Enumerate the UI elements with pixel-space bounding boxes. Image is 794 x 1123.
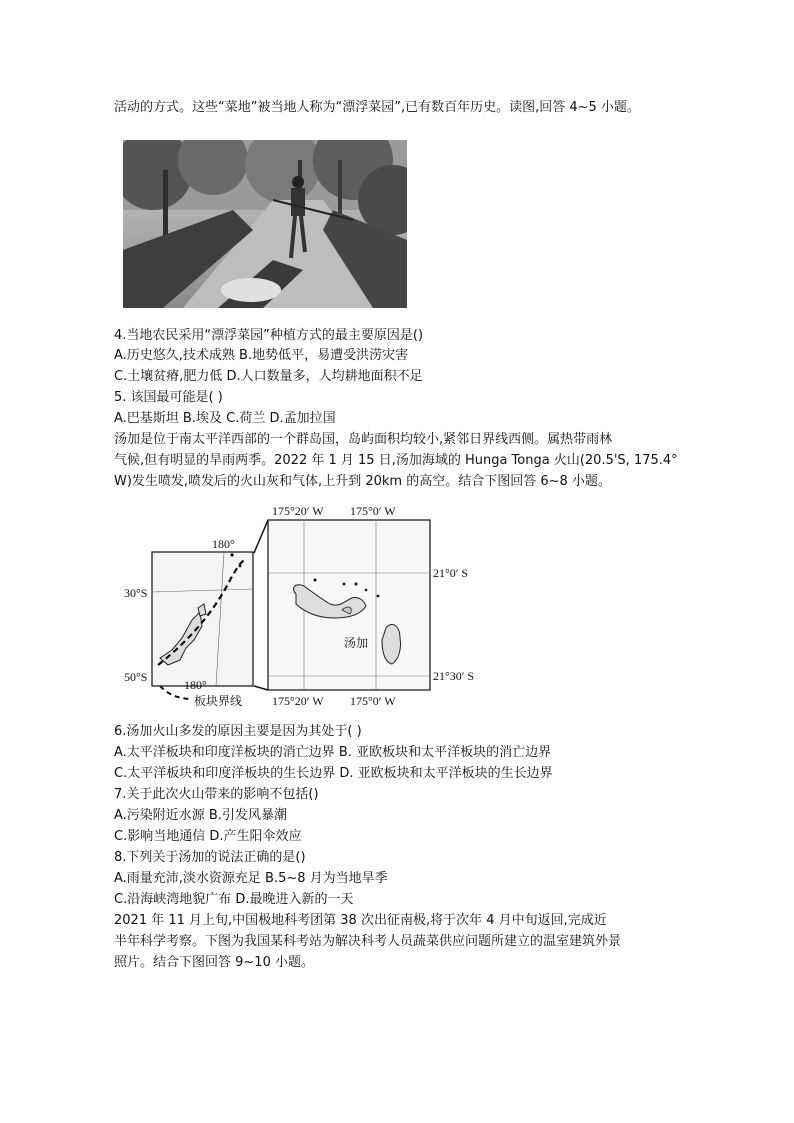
tonga-map-figure [120,500,500,715]
q6-stem: 6.汤加火山多发的原因主要是因为其处于( ) [114,724,362,739]
q6-options-ab: A.太平洋板块和印度洋板块的消亡边界 B. 亚欧板块和太平洋板块的消亡边界 [114,745,552,760]
right-map-bottom-lon-2: 175°0′ W [350,694,396,708]
tonga-intro-line1: 汤加是位于南太平洋西部的一个群岛国，岛屿面积均较小,紧邻日界线西侧。属热带雨林 [114,432,613,447]
q5-stem: 5. 该国最可能是( ) [114,390,223,405]
q8-options-ab: A.雨量充沛,淡水资源充足 B.5~8 月为当地旱季 [114,871,388,886]
plate-boundary-legend: 板块界线 [194,694,243,708]
tonga-intro-line2: 气候,但有明显的旱雨两季。2022 年 1 月 15 日,汤加海域的 Hunga Tonga 火山(20.5'S, 175.4° [114,453,678,468]
q7-options-cd: C.影响当地通信 D.产生阳伞效应 [114,829,302,844]
q4-options-ab: A.历史悠久,技术成熟 B.地势低平，易遭受洪涝灾害 [114,348,409,363]
lat-21-30-label: 21°30′ S [433,669,475,683]
antarctic-intro-line3: 照片。结合下图回答 9~10 小题。 [114,955,314,970]
floating-garden-photo [123,140,407,308]
right-map-top-lon-1: 175°20′ W [272,504,324,518]
q5-options: A.巴基斯坦 B.埃及 C.荷兰 D.孟加拉国 [114,411,336,426]
q4-stem: 4.当地农民采用“漂浮菜园”种植方式的最主要原因是() [114,328,424,343]
q7-stem: 7.关于此次火山带来的影响不包括() [114,787,319,802]
q8-options-cd: C.沿海峡湾地貌广布 D.最晚进入新的一天 [114,892,354,907]
right-map-top-lon-2: 175°0′ W [350,504,396,518]
lat-50s-label: 50°S [124,670,148,684]
tonga-place-label: 汤加 [344,636,369,650]
right-map-bottom-lon-1: 175°20′ W [272,694,324,708]
lat-30s-label: 30°S [124,586,148,600]
lat-21-0-label: 21°0′ S [433,566,469,580]
left-map-top-lon: 180° [212,537,235,551]
tonga-intro-line3: W)发生喷发,喷发后的火山灰和气体,上升到 20km 的高空。结合下图回答 6~8 小题。 [114,474,611,489]
intro-line: 活动的方式。这些“菜地”被当地人称为“漂浮菜园”,已有数百年历史。读图,回答 4~5 小题。 [114,100,640,115]
antarctic-intro-line1: 2021 年 11 月上旬,中国极地科考团第 38 次出征南极,将于次年 4 月中旬返回,完成近 [114,913,607,928]
q4-options-cd: C.土壤贫瘠,肥力低 D.人口数量多，人均耕地面积不足 [114,369,423,384]
left-map-bottom-lon: 180° [184,678,207,692]
q6-options-cd: C.太平洋板块和印度洋板块的生长边界 D. 亚欧板块和太平洋板块的生长边界 [114,766,553,781]
q8-stem: 8.下列关于汤加的说法正确的是() [114,850,306,865]
antarctic-intro-line2: 半年科学考察。下图为我国某科考站为解决科考人员蔬菜供应问题所建立的温室建筑外景 [114,934,622,949]
q7-options-ab: A.污染附近水源 B.引发风暴潮 [114,808,287,823]
